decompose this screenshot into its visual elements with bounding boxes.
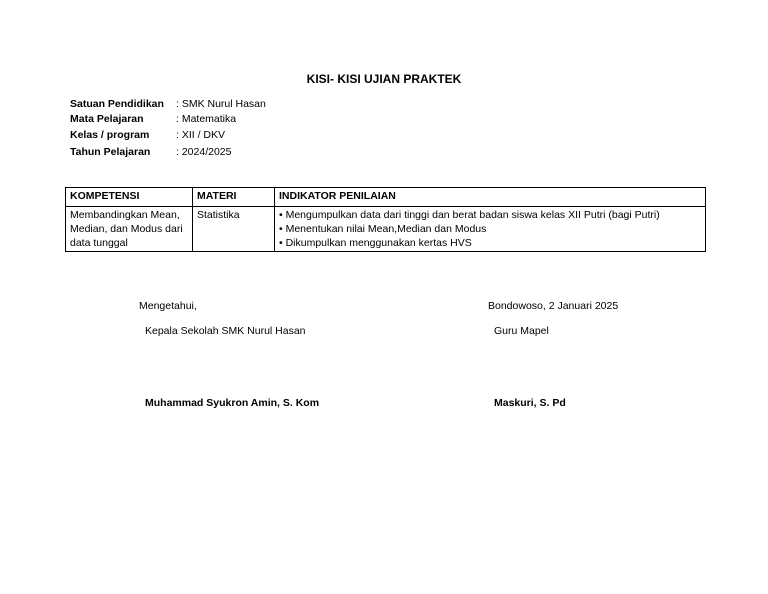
info-row-mapel [70,113,236,129]
table-row [66,207,706,252]
cell-indikator [275,207,706,252]
header-indikator: INDIKATOR PENILAIAN [275,188,706,207]
right-intro: Bondowoso, 2 Januari 2025 [488,300,619,312]
info-row-tahun [70,146,231,162]
list-item: • Dikumpulkan menggunakan kertas HVS [279,236,701,250]
right-role: Guru Mapel [494,325,549,337]
info-value: : 2024/2025 [176,146,232,158]
info-label: Tahun Pelajaran [70,146,151,158]
info-row-satuan [70,98,266,114]
info-value: : Matematika [176,113,237,125]
left-intro: Mengetahui, [139,300,197,312]
left-signer-name: Muhammad Syukron Amin, S. Kom [145,397,320,409]
header-kompetensi: KOMPETENSI [66,188,193,207]
left-role: Kepala Sekolah SMK Nurul Hasan [145,325,306,337]
document-title: KISI- KISI UJIAN PRAKTEK [306,72,462,86]
info-label: Mata Pelajaran [70,113,144,125]
info-value: : SMK Nurul Hasan [176,98,266,110]
indikator-list [279,208,701,250]
info-row-kelas [70,129,225,145]
info-label: Kelas / program [70,129,150,141]
kisi-table [65,187,706,252]
list-item: • Menentukan nilai Mean,Median dan Modus [279,222,701,236]
cell-materi: Statistika [193,207,275,252]
right-signer-name: Maskuri, S. Pd [494,397,566,409]
info-value: : XII / DKV [176,129,226,141]
list-item: • Mengumpulkan data dari tinggi dan berat badan siswa kelas XII Putri (bagi Putri) [279,208,701,222]
info-label: Satuan Pendidikan [70,98,164,110]
header-materi: MATERI [193,188,275,207]
table-header-row [66,188,706,207]
cell-kompetensi: Membandingkan Mean, Median, dan Modus dari data tunggal [66,207,193,252]
